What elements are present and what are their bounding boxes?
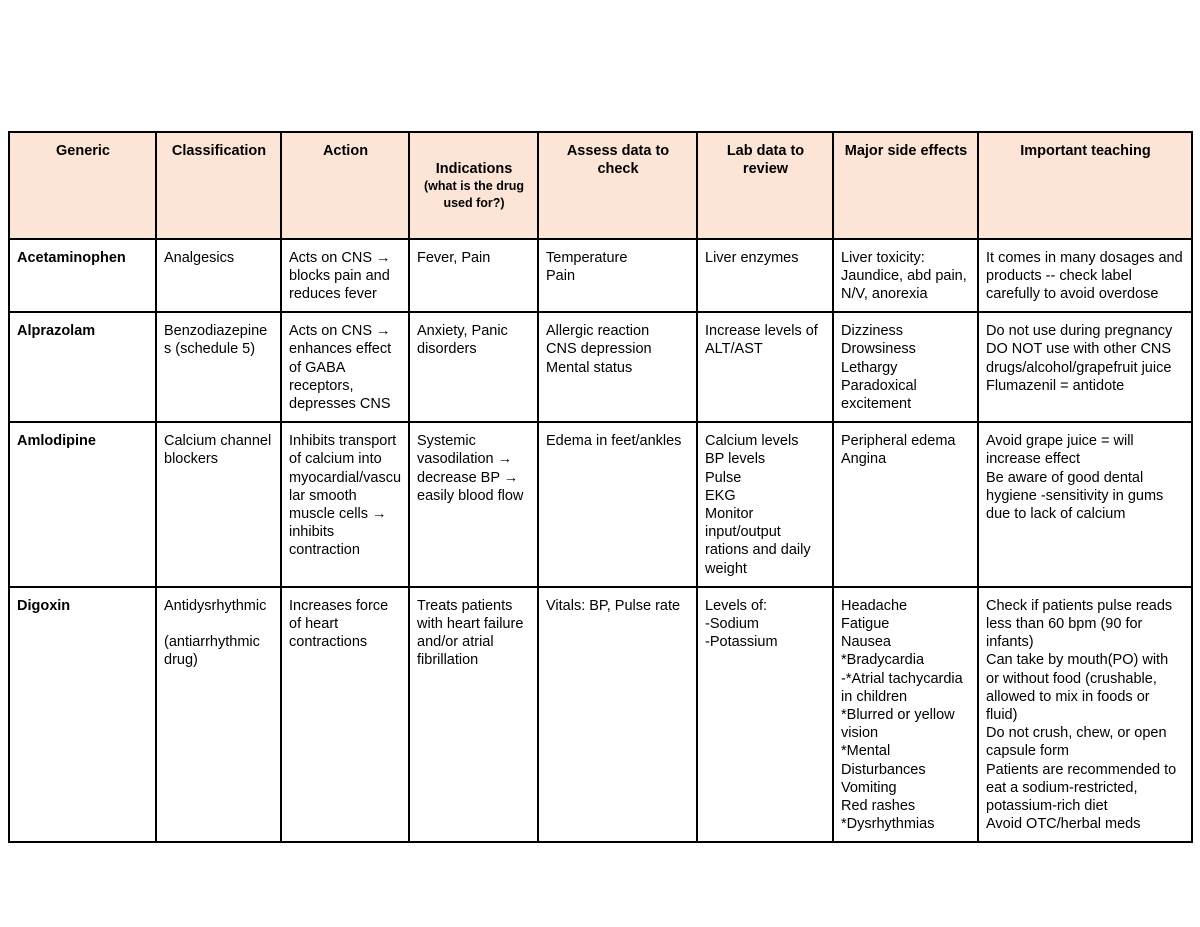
cell-lab: Liver enzymes — [697, 239, 833, 313]
header-indications — [409, 132, 538, 239]
cell-lab: Increase levels of ALT/AST — [697, 312, 833, 422]
cell-generic: Amlodipine — [9, 422, 156, 587]
cell-indications: Fever, Pain — [409, 239, 538, 313]
drug-reference-table — [8, 131, 1193, 843]
header-generic: Generic — [9, 132, 156, 239]
cell-lab: Levels of: -Sodium -Potassium — [697, 587, 833, 843]
cell-action: Acts on CNS → blocks pain and reduces fever — [281, 239, 409, 313]
cell-generic: Alprazolam — [9, 312, 156, 422]
header-lab: Lab data to review — [697, 132, 833, 239]
cell-side-effects: Peripheral edema Angina — [833, 422, 978, 587]
header-indications-title: Indications — [435, 160, 513, 177]
header-teaching: Important teaching — [978, 132, 1192, 239]
cell-action: Inhibits transport of calcium into myocardial/vascular smooth muscle cells → inhibits contraction — [281, 422, 409, 587]
cell-generic: Acetaminophen — [9, 239, 156, 313]
cell-indications: Treats patients with heart failure and/or atrial fibrillation — [409, 587, 538, 843]
cell-classification: Benzodiazepines (schedule 5) — [156, 312, 281, 422]
cell-teaching: It comes in many dosages and products -- check label carefully to avoid overdose — [978, 239, 1192, 313]
cell-lab: Calcium levels BP levels Pulse EKG Monitor input/output rations and daily weight — [697, 422, 833, 587]
cell-action: Increases force of heart contractions — [281, 587, 409, 843]
table-row — [9, 587, 1192, 843]
header-classification: Classification — [156, 132, 281, 239]
table-row — [9, 239, 1192, 313]
cell-assess: Edema in feet/ankles — [538, 422, 697, 587]
cell-side-effects: Liver toxicity: Jaundice, abd pain, N/V, anorexia — [833, 239, 978, 313]
cell-assess: Temperature Pain — [538, 239, 697, 313]
cell-classification: Antidysrhythmic (antiarrhythmic drug) — [156, 587, 281, 843]
cell-assess: Vitals: BP, Pulse rate — [538, 587, 697, 843]
header-side-effects: Major side effects — [833, 132, 978, 239]
header-action: Action — [281, 132, 409, 239]
cell-classification: Analgesics — [156, 239, 281, 313]
cell-generic: Digoxin — [9, 587, 156, 843]
header-assess: Assess data to check — [538, 132, 697, 239]
cell-classification: Calcium channel blockers — [156, 422, 281, 587]
header-row — [9, 132, 1192, 239]
cell-indications: Systemic vasodilation → decrease BP → easily blood flow — [409, 422, 538, 587]
cell-teaching: Avoid grape juice = will increase effect Be aware of good dental hygiene -sensitivity in gums due to lack of calcium — [978, 422, 1192, 587]
table-row — [9, 312, 1192, 422]
cell-teaching: Do not use during pregnancy DO NOT use with other CNS drugs/alcohol/grapefruit juice Flumazenil = antidote — [978, 312, 1192, 422]
cell-side-effects: Dizziness Drowsiness Lethargy Paradoxical excitement — [833, 312, 978, 422]
header-indications-subtitle: (what is the drug used for?) — [424, 179, 524, 210]
table-row — [9, 422, 1192, 587]
cell-assess: Allergic reaction CNS depression Mental status — [538, 312, 697, 422]
cell-indications: Anxiety, Panic disorders — [409, 312, 538, 422]
cell-side-effects: Headache Fatigue Nausea *Bradycardia -*Atrial tachycardia in children *Blurred or yellow vision *Mental Disturbances Vomiting Red rashes *Dysrhythmias — [833, 587, 978, 843]
cell-action: Acts on CNS → enhances effect of GABA receptors, depresses CNS — [281, 312, 409, 422]
cell-teaching: Check if patients pulse reads less than 60 bpm (90 for infants) Can take by mouth(PO) with or without food (crushable, allowed to mix in foods or fluid) Do not crush, chew, or open capsule form Patients are recommended to eat a sodium-restricted, potassium-rich diet Avoid OTC/herbal meds — [978, 587, 1192, 843]
